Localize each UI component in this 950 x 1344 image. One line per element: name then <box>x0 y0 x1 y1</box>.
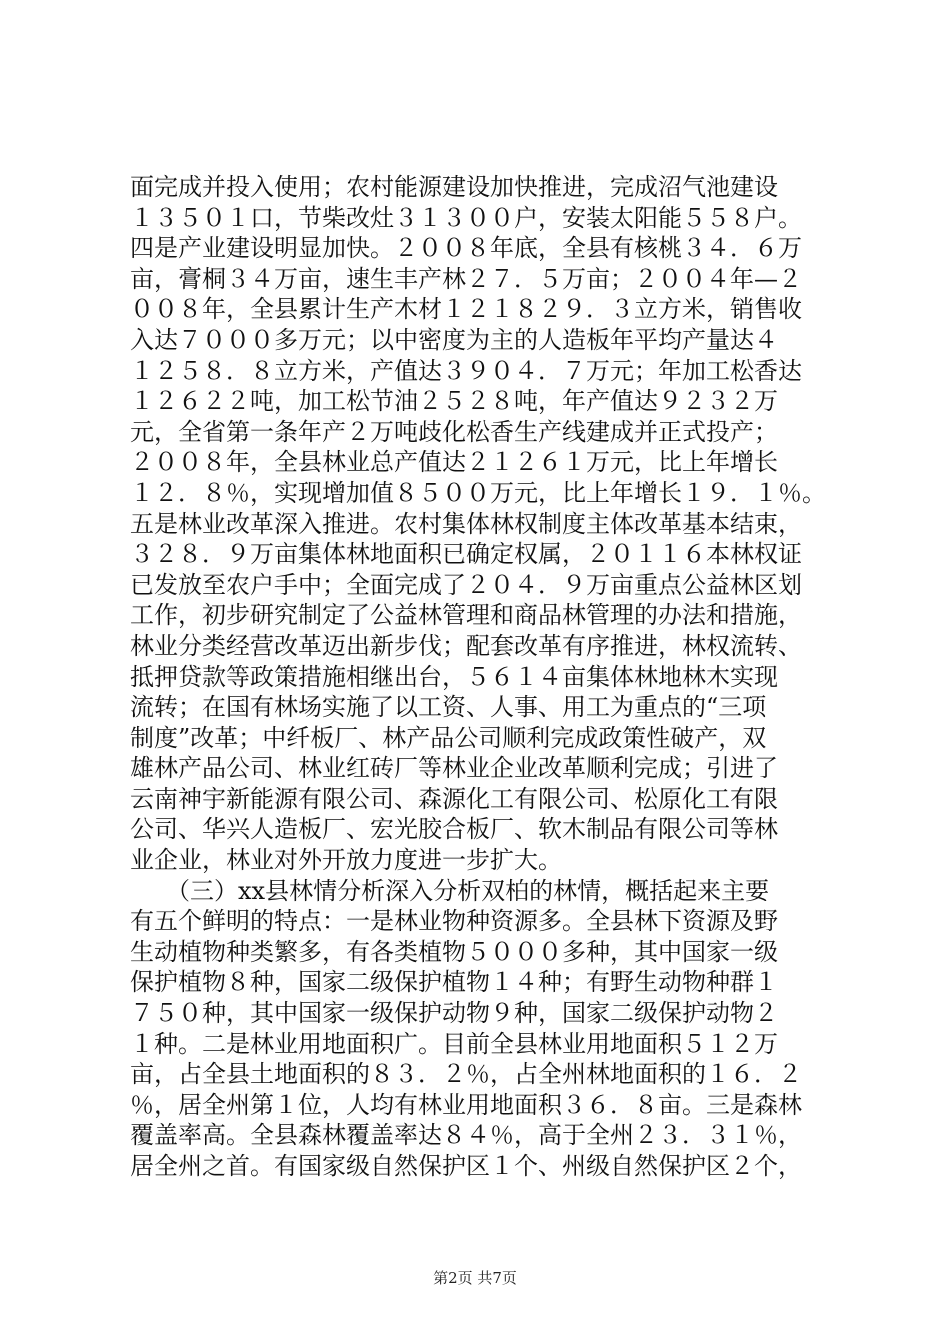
text-line: ２００８年，全县林业总产值达２１２６１万元，比上年增长 <box>130 448 778 477</box>
paragraph-start-line: （三）xx县林情分析深入分析双柏的林情，概括起来主要 <box>130 876 770 905</box>
page-number-footer: 第2页 共7页 <box>433 1269 517 1287</box>
document-body <box>130 172 830 1182</box>
text-line: １２５８．８立方米，产值达３９０４．７万元；年加工松香达 <box>130 356 802 385</box>
text-line: 云南神宇新能源有限公司、森源化工有限公司、松原化工有限 <box>130 784 778 813</box>
text-line: 工作，初步研究制定了公益林管理和商品林管理的办法和措施， <box>130 601 802 630</box>
text-line: 入达７０００多万元；以中密度为主的人造板年平均产量达４ <box>130 325 778 354</box>
text-line: 居全州之首。有国家级自然保护区１个、州级自然保护区２个， <box>130 1152 802 1180</box>
text-line: 覆盖率高。全县森林覆盖率达８４％，高于全州２３．３１％， <box>130 1121 802 1150</box>
text-line: 制度”改革；中纤板厂、林产品公司顺利完成政策性破产，双 <box>130 723 767 752</box>
text-line: １２６２２吨，加工松节油２５２８吨，年产值达９２３２万 <box>130 387 778 416</box>
text-line: 公司、华兴人造板厂、宏光胶合板厂、软木制品有限公司等林 <box>130 815 778 844</box>
text-line: ７５０种，其中国家一级保护动物９种，国家二级保护动物２ <box>130 999 778 1028</box>
text-line: 已发放至农户手中；全面完成了２０４．９万亩重点公益林区划 <box>130 570 802 599</box>
text-line: １２．８％，实现增加值８５００万元，比上年增长１９．１％。 <box>130 478 826 507</box>
text-line: 元，全省第一条年产２万吨歧化松香生产线建成并正式投产； <box>130 417 778 446</box>
text-line: 林业分类经营改革迈出新步伐；配套改革有序推进，林权流转、 <box>130 631 802 660</box>
text-line: 有五个鲜明的特点：一是林业物种资源多。全县林下资源及野 <box>130 907 778 936</box>
text-line: 流转；在国有林场实施了以工资、人事、用工为重点的“三项 <box>130 693 767 722</box>
text-line: 雄林产品公司、林业红砖厂等林业企业改革顺利完成；引进了 <box>130 754 778 783</box>
text-line: 抵押贷款等政策措施相继出台，５６１４亩集体林地林木实现 <box>130 662 778 691</box>
text-line: １种。二是林业用地面积广。目前全县林业用地面积５１２万 <box>130 1029 778 1058</box>
text-line: ％，居全州第１位，人均有林业用地面积３６．８亩。三是森林 <box>130 1090 802 1119</box>
text-line: １３５０１口，节柴改灶３１３００户，安装太阳能５５８户。 <box>130 203 802 232</box>
text-line: ００８年，全县累计生产木材１２１８２９．３立方米，销售收 <box>130 295 802 324</box>
text-line: 亩，膏桐３４万亩，速生丰产林２７．５万亩；２００４年—２ <box>130 264 802 293</box>
text-line: 生动植物种类繁多，有各类植物５０００多种，其中国家一级 <box>130 937 778 966</box>
text-line: 亩，占全县土地面积的８３．２％，占全州林地面积的１６．２ <box>130 1060 802 1089</box>
text-line: ３２８．９万亩集体林地面积已确定权属，２０１１６本林权证 <box>130 540 802 569</box>
text-line: 业企业，林业对外开放力度进一步扩大。 <box>130 846 562 875</box>
text-line: 面完成并投入使用；农村能源建设加快推进，完成沼气池建设 <box>130 173 778 201</box>
text-line: 四是产业建设明显加快。２００８年底，全县有核桃３４．６万 <box>130 234 802 263</box>
text-line: 五是林业改革深入推进。农村集体林权制度主体改革基本结束， <box>130 509 802 538</box>
text-line: 保护植物８种，国家二级保护植物１４种；有野生动物种群１ <box>130 968 778 997</box>
